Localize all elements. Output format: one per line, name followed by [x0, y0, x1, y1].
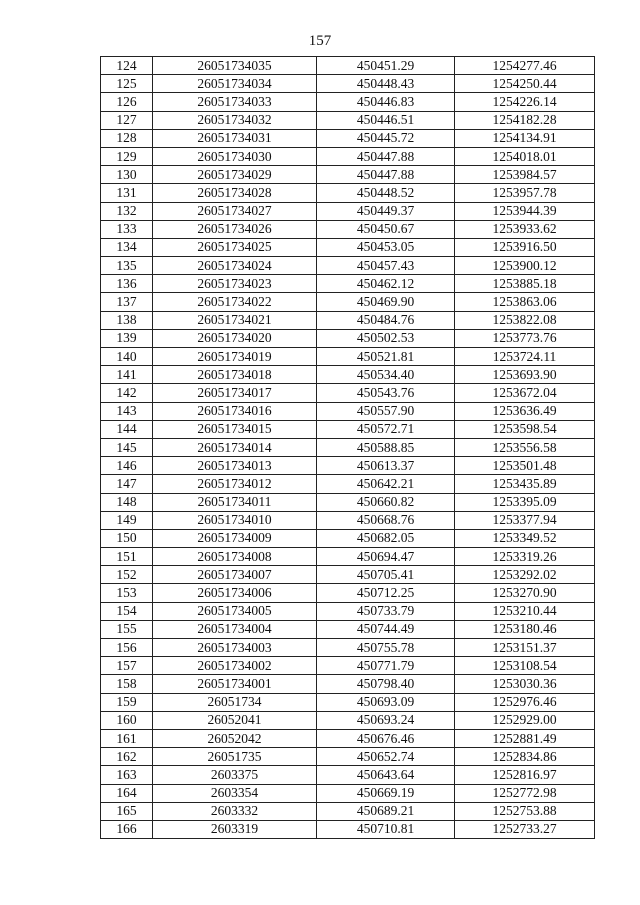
y-coordinate-cell: 1253598.54: [455, 420, 595, 438]
point-number-cell: 124: [101, 57, 153, 75]
point-number-cell: 127: [101, 111, 153, 129]
x-coordinate-cell: 450449.37: [317, 202, 455, 220]
x-coordinate-cell: 450693.09: [317, 693, 455, 711]
point-id-cell: 26051734030: [153, 147, 317, 165]
point-number-cell: 141: [101, 366, 153, 384]
x-coordinate-cell: 450588.85: [317, 438, 455, 456]
x-coordinate-cell: 450484.76: [317, 311, 455, 329]
point-number-cell: 147: [101, 475, 153, 493]
y-coordinate-cell: 1254277.46: [455, 57, 595, 75]
x-coordinate-cell: 450733.79: [317, 602, 455, 620]
table-row: [101, 293, 595, 311]
table-row: [101, 748, 595, 766]
point-id-cell: 26051734021: [153, 311, 317, 329]
table-row: [101, 639, 595, 657]
table-row: [101, 766, 595, 784]
x-coordinate-cell: 450446.83: [317, 93, 455, 111]
point-id-cell: 26051734009: [153, 529, 317, 547]
point-id-cell: 26051734019: [153, 348, 317, 366]
point-id-cell: 26052042: [153, 729, 317, 747]
point-id-cell: 26051734033: [153, 93, 317, 111]
point-number-cell: 160: [101, 711, 153, 729]
point-id-cell: 26051734028: [153, 184, 317, 202]
table-row: [101, 529, 595, 547]
x-coordinate-cell: 450534.40: [317, 366, 455, 384]
point-number-cell: 150: [101, 529, 153, 547]
y-coordinate-cell: 1254250.44: [455, 75, 595, 93]
x-coordinate-cell: 450462.12: [317, 275, 455, 293]
point-number-cell: 148: [101, 493, 153, 511]
y-coordinate-cell: 1253395.09: [455, 493, 595, 511]
point-number-cell: 125: [101, 75, 153, 93]
table-row: [101, 711, 595, 729]
y-coordinate-cell: 1253900.12: [455, 257, 595, 275]
x-coordinate-cell: 450451.29: [317, 57, 455, 75]
point-id-cell: 26051734015: [153, 420, 317, 438]
x-coordinate-cell: 450682.05: [317, 529, 455, 547]
table-row: [101, 311, 595, 329]
point-number-cell: 134: [101, 238, 153, 256]
point-id-cell: 26051734032: [153, 111, 317, 129]
table-row: [101, 75, 595, 93]
y-coordinate-cell: 1253349.52: [455, 529, 595, 547]
point-id-cell: 2603354: [153, 784, 317, 802]
y-coordinate-cell: 1253292.02: [455, 566, 595, 584]
table-row: [101, 57, 595, 75]
point-number-cell: 163: [101, 766, 153, 784]
point-number-cell: 144: [101, 420, 153, 438]
y-coordinate-cell: 1254134.91: [455, 129, 595, 147]
point-id-cell: 26051734005: [153, 602, 317, 620]
table-row: [101, 511, 595, 529]
x-coordinate-cell: 450613.37: [317, 457, 455, 475]
point-number-cell: 158: [101, 675, 153, 693]
y-coordinate-cell: 1252929.00: [455, 711, 595, 729]
point-number-cell: 159: [101, 693, 153, 711]
table-row: [101, 257, 595, 275]
table-row: [101, 693, 595, 711]
point-id-cell: 26051734024: [153, 257, 317, 275]
point-id-cell: 26051734012: [153, 475, 317, 493]
table-row: [101, 93, 595, 111]
table-row: [101, 548, 595, 566]
point-id-cell: 26051734011: [153, 493, 317, 511]
point-id-cell: 26051734025: [153, 238, 317, 256]
point-id-cell: 26051734029: [153, 166, 317, 184]
table-row: [101, 420, 595, 438]
x-coordinate-cell: 450445.72: [317, 129, 455, 147]
point-number-cell: 133: [101, 220, 153, 238]
table-row: [101, 202, 595, 220]
table-row: [101, 147, 595, 165]
point-number-cell: 138: [101, 311, 153, 329]
point-number-cell: 153: [101, 584, 153, 602]
y-coordinate-cell: 1253885.18: [455, 275, 595, 293]
point-number-cell: 164: [101, 784, 153, 802]
point-id-cell: 26051734006: [153, 584, 317, 602]
table-row: [101, 657, 595, 675]
page-number: 157: [308, 33, 332, 49]
y-coordinate-cell: 1252816.97: [455, 766, 595, 784]
point-number-cell: 145: [101, 438, 153, 456]
x-coordinate-cell: 450668.76: [317, 511, 455, 529]
x-coordinate-cell: 450676.46: [317, 729, 455, 747]
x-coordinate-cell: 450771.79: [317, 657, 455, 675]
point-number-cell: 135: [101, 257, 153, 275]
table-row: [101, 802, 595, 820]
point-id-cell: 26051734002: [153, 657, 317, 675]
point-id-cell: 26051734020: [153, 329, 317, 347]
table-row: [101, 348, 595, 366]
x-coordinate-cell: 450543.76: [317, 384, 455, 402]
y-coordinate-cell: 1252772.98: [455, 784, 595, 802]
x-coordinate-cell: 450694.47: [317, 548, 455, 566]
x-coordinate-cell: 450446.51: [317, 111, 455, 129]
point-number-cell: 157: [101, 657, 153, 675]
point-number-cell: 165: [101, 802, 153, 820]
y-coordinate-cell: 1253180.46: [455, 620, 595, 638]
point-number-cell: 151: [101, 548, 153, 566]
y-coordinate-cell: 1253822.08: [455, 311, 595, 329]
y-coordinate-cell: 1253556.58: [455, 438, 595, 456]
x-coordinate-cell: 450557.90: [317, 402, 455, 420]
y-coordinate-cell: 1252976.46: [455, 693, 595, 711]
y-coordinate-cell: 1252834.86: [455, 748, 595, 766]
point-id-cell: 26051734: [153, 693, 317, 711]
point-number-cell: 162: [101, 748, 153, 766]
y-coordinate-cell: 1253773.76: [455, 329, 595, 347]
x-coordinate-cell: 450669.19: [317, 784, 455, 802]
x-coordinate-cell: 450502.53: [317, 329, 455, 347]
point-number-cell: 126: [101, 93, 153, 111]
table-row: [101, 475, 595, 493]
y-coordinate-cell: 1253435.89: [455, 475, 595, 493]
point-number-cell: 140: [101, 348, 153, 366]
x-coordinate-cell: 450710.81: [317, 820, 455, 838]
y-coordinate-cell: 1252881.49: [455, 729, 595, 747]
point-id-cell: 26051734035: [153, 57, 317, 75]
point-id-cell: 26051734022: [153, 293, 317, 311]
table-row: [101, 166, 595, 184]
point-number-cell: 161: [101, 729, 153, 747]
x-coordinate-cell: 450705.41: [317, 566, 455, 584]
table-row: [101, 584, 595, 602]
x-coordinate-cell: 450448.52: [317, 184, 455, 202]
point-id-cell: 26051734023: [153, 275, 317, 293]
x-coordinate-cell: 450521.81: [317, 348, 455, 366]
point-number-cell: 155: [101, 620, 153, 638]
x-coordinate-cell: 450572.71: [317, 420, 455, 438]
point-number-cell: 152: [101, 566, 153, 584]
x-coordinate-cell: 450643.64: [317, 766, 455, 784]
y-coordinate-cell: 1253933.62: [455, 220, 595, 238]
table-row: [101, 402, 595, 420]
y-coordinate-cell: 1254018.01: [455, 147, 595, 165]
point-number-cell: 156: [101, 639, 153, 657]
point-id-cell: 26051734026: [153, 220, 317, 238]
table-row: [101, 493, 595, 511]
coordinates-table-body: [101, 57, 595, 839]
x-coordinate-cell: 450469.90: [317, 293, 455, 311]
table-row: [101, 784, 595, 802]
y-coordinate-cell: 1253270.90: [455, 584, 595, 602]
x-coordinate-cell: 450652.74: [317, 748, 455, 766]
y-coordinate-cell: 1252733.27: [455, 820, 595, 838]
y-coordinate-cell: 1253916.50: [455, 238, 595, 256]
x-coordinate-cell: 450798.40: [317, 675, 455, 693]
table-row: [101, 329, 595, 347]
point-number-cell: 137: [101, 293, 153, 311]
point-id-cell: 26051734007: [153, 566, 317, 584]
point-id-cell: 26051734031: [153, 129, 317, 147]
point-id-cell: 26052041: [153, 711, 317, 729]
point-number-cell: 142: [101, 384, 153, 402]
point-number-cell: 130: [101, 166, 153, 184]
table-row: [101, 384, 595, 402]
y-coordinate-cell: 1253108.54: [455, 657, 595, 675]
y-coordinate-cell: 1253636.49: [455, 402, 595, 420]
table-row: [101, 675, 595, 693]
x-coordinate-cell: 450450.67: [317, 220, 455, 238]
y-coordinate-cell: 1253319.26: [455, 548, 595, 566]
table-row: [101, 366, 595, 384]
y-coordinate-cell: 1253944.39: [455, 202, 595, 220]
x-coordinate-cell: 450447.88: [317, 147, 455, 165]
coordinates-table: [100, 56, 595, 839]
point-number-cell: 166: [101, 820, 153, 838]
x-coordinate-cell: 450755.78: [317, 639, 455, 657]
table-row: [101, 220, 595, 238]
point-id-cell: 26051734003: [153, 639, 317, 657]
point-id-cell: 26051734027: [153, 202, 317, 220]
y-coordinate-cell: 1252753.88: [455, 802, 595, 820]
point-id-cell: 26051734008: [153, 548, 317, 566]
table-row: [101, 438, 595, 456]
point-number-cell: 132: [101, 202, 153, 220]
table-row: [101, 566, 595, 584]
y-coordinate-cell: 1253672.04: [455, 384, 595, 402]
point-id-cell: 26051734004: [153, 620, 317, 638]
point-number-cell: 143: [101, 402, 153, 420]
y-coordinate-cell: 1253863.06: [455, 293, 595, 311]
y-coordinate-cell: 1253957.78: [455, 184, 595, 202]
y-coordinate-cell: 1253377.94: [455, 511, 595, 529]
y-coordinate-cell: 1253030.36: [455, 675, 595, 693]
table-row: [101, 602, 595, 620]
y-coordinate-cell: 1253724.11: [455, 348, 595, 366]
y-coordinate-cell: 1253151.37: [455, 639, 595, 657]
x-coordinate-cell: 450448.43: [317, 75, 455, 93]
point-id-cell: 2603375: [153, 766, 317, 784]
x-coordinate-cell: 450447.88: [317, 166, 455, 184]
point-id-cell: 26051734014: [153, 438, 317, 456]
point-id-cell: 26051734018: [153, 366, 317, 384]
table-row: [101, 129, 595, 147]
point-number-cell: 146: [101, 457, 153, 475]
x-coordinate-cell: 450457.43: [317, 257, 455, 275]
point-id-cell: 26051734010: [153, 511, 317, 529]
table-row: [101, 111, 595, 129]
point-id-cell: 2603319: [153, 820, 317, 838]
x-coordinate-cell: 450642.21: [317, 475, 455, 493]
table-row: [101, 184, 595, 202]
point-id-cell: 26051734034: [153, 75, 317, 93]
point-number-cell: 154: [101, 602, 153, 620]
x-coordinate-cell: 450693.24: [317, 711, 455, 729]
table-row: [101, 729, 595, 747]
table-row: [101, 820, 595, 838]
point-id-cell: 26051735: [153, 748, 317, 766]
point-id-cell: 2603332: [153, 802, 317, 820]
point-number-cell: 129: [101, 147, 153, 165]
table-row: [101, 620, 595, 638]
point-number-cell: 128: [101, 129, 153, 147]
y-coordinate-cell: 1254226.14: [455, 93, 595, 111]
point-id-cell: 26051734016: [153, 402, 317, 420]
x-coordinate-cell: 450744.49: [317, 620, 455, 638]
y-coordinate-cell: 1253693.90: [455, 366, 595, 384]
point-id-cell: 26051734013: [153, 457, 317, 475]
table-row: [101, 238, 595, 256]
x-coordinate-cell: 450660.82: [317, 493, 455, 511]
point-number-cell: 149: [101, 511, 153, 529]
y-coordinate-cell: 1253501.48: [455, 457, 595, 475]
table-row: [101, 457, 595, 475]
table-row: [101, 275, 595, 293]
point-number-cell: 131: [101, 184, 153, 202]
point-id-cell: 26051734001: [153, 675, 317, 693]
point-number-cell: 136: [101, 275, 153, 293]
point-number-cell: 139: [101, 329, 153, 347]
x-coordinate-cell: 450689.21: [317, 802, 455, 820]
x-coordinate-cell: 450453.05: [317, 238, 455, 256]
x-coordinate-cell: 450712.25: [317, 584, 455, 602]
point-id-cell: 26051734017: [153, 384, 317, 402]
y-coordinate-cell: 1253210.44: [455, 602, 595, 620]
y-coordinate-cell: 1253984.57: [455, 166, 595, 184]
y-coordinate-cell: 1254182.28: [455, 111, 595, 129]
